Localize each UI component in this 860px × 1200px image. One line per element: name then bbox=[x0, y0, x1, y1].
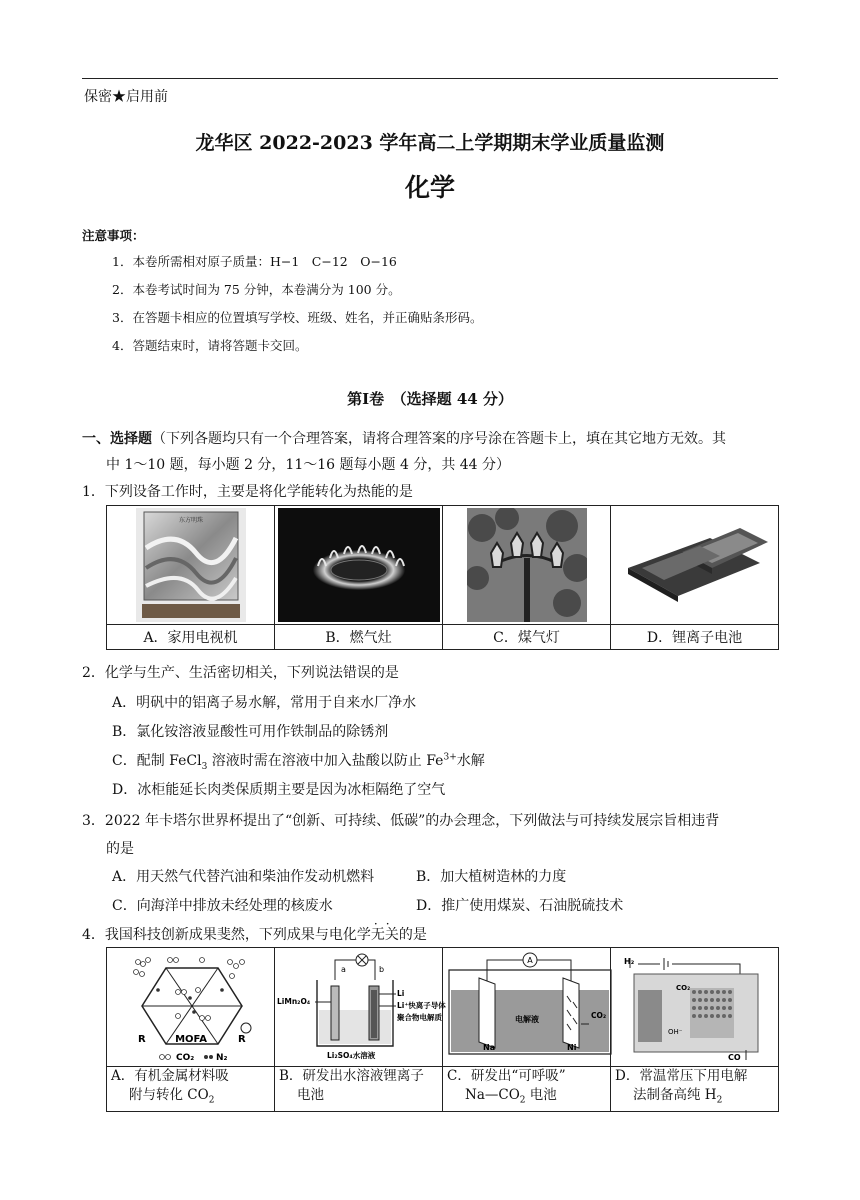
q4-stem bbox=[82, 917, 427, 944]
q4-figure-table bbox=[106, 947, 779, 1112]
q4-option-d-line1: D．常温常压下用电解 bbox=[615, 1068, 748, 1084]
q4-option-d-text: 法制备高纯 H bbox=[633, 1087, 717, 1103]
na-label: Na bbox=[483, 1043, 496, 1052]
q2-option-d: D．冰柜能延长肉类保质期主要是因为冰柜隔绝了空气 bbox=[112, 782, 446, 798]
part1-heading: 一、选择题 bbox=[82, 431, 152, 447]
q4-option-a-line1: A．有机金属材料吸 bbox=[111, 1068, 229, 1084]
part1-instructions bbox=[82, 426, 782, 478]
co2-label: CO₂ bbox=[591, 1011, 607, 1020]
battery-bottom-label: Li₂SO₄水溶液 bbox=[327, 1051, 376, 1060]
gas-stove-image bbox=[278, 508, 440, 622]
q4-figure-a bbox=[107, 948, 275, 1067]
q4-figure-b bbox=[275, 948, 446, 1067]
confidential-label: 保密★启用前 bbox=[84, 89, 168, 105]
section-heading: 第Ⅰ卷 （选择题 44 分） bbox=[347, 390, 513, 408]
q2-option-c-text: 水解 bbox=[456, 753, 485, 769]
electrolysis-h2-diagram bbox=[620, 950, 770, 1064]
emphasis-dots: ·· bbox=[373, 917, 398, 931]
q4-option-c-text: Na—CO bbox=[465, 1087, 520, 1103]
part1-line1: （下列各题均只有一个合理答案，请将合理答案的序号涂在答题卡上，填在其它地方无效。其 bbox=[152, 431, 726, 447]
television-image bbox=[136, 508, 246, 622]
battery-label-a: a bbox=[341, 965, 346, 974]
q4-option-c-line2 bbox=[447, 1086, 610, 1111]
note-item: 1．本卷所需相对原子质量：H−1 C−12 O−16 bbox=[112, 254, 397, 269]
q2-option-c-text: 溶液时需在溶液中加入盐酸以防止 Fe bbox=[207, 753, 444, 769]
co-label: CO bbox=[727, 1053, 741, 1062]
ammeter-label: A bbox=[527, 956, 533, 965]
gas-lamp-image bbox=[467, 508, 587, 622]
q4-option-c-text: 电池 bbox=[525, 1087, 557, 1103]
subject-title: 化学 bbox=[404, 173, 455, 202]
q4-option-c-sub: 2 bbox=[519, 1095, 526, 1106]
q4-option-a-line2 bbox=[111, 1086, 274, 1111]
q1-option-d: D．锂离子电池 bbox=[611, 625, 779, 650]
q3-option-c: C．向海洋中排放未经处理的核废水 bbox=[112, 898, 333, 914]
mofa-legend-n2: N₂ bbox=[215, 1053, 227, 1063]
mofa-r-right: R bbox=[237, 1034, 246, 1045]
oh-label: OH⁻ bbox=[667, 1028, 682, 1036]
q3-option-d: D．推广使用煤炭、石油脱硫技术 bbox=[416, 898, 624, 914]
q3-option-b: B．加大植树造林的力度 bbox=[416, 869, 567, 885]
electrolyte-label: 电解液 bbox=[515, 1015, 539, 1024]
q3-stem bbox=[82, 807, 782, 863]
note-item: 4．答题结束时，请将答题卡交回。 bbox=[112, 338, 308, 353]
q4-stem-text: 4．我国科技创新成果斐然，下列成果与电化学 bbox=[82, 927, 371, 943]
q3-stem-line1: 3．2022 年卡塔尔世界杯提出了“创新、可持续、低碳”的办会理念，下列做法与可持续发展宗旨相违背 bbox=[82, 813, 720, 829]
q1-image-tv bbox=[107, 506, 275, 625]
q4-option-d-line2 bbox=[615, 1086, 778, 1111]
battery-li-label: Li bbox=[397, 989, 405, 998]
q1-option-b: B．燃气灶 bbox=[275, 625, 443, 650]
q2-option-b: B．氯化铵溶液显酸性可用作铁制品的除锈剂 bbox=[112, 724, 389, 740]
notes-heading: 注意事项： bbox=[82, 228, 145, 243]
q4-option-b-line1: B．研发出水溶液锂离子 bbox=[279, 1068, 424, 1084]
q4-stem-emph-text: 无关 bbox=[370, 927, 399, 943]
header-rule bbox=[82, 78, 778, 79]
q1-stem: 1．下列设备工作时，主要是将化学能转化为热能的是 bbox=[82, 484, 413, 500]
q4-option-d-sub: 2 bbox=[716, 1095, 723, 1106]
q4-stem-emphasis bbox=[370, 917, 399, 943]
q1-option-c: C．煤气灯 bbox=[443, 625, 611, 650]
note-item: 2．本卷考试时间为 75 分钟，本卷满分为 100 分。 bbox=[112, 282, 401, 297]
q4-figure-c bbox=[443, 948, 611, 1067]
part1-line2: 中 1～10 题，每小题 2 分，11～16 题每小题 4 分，共 44 分） bbox=[106, 457, 511, 473]
exam-title: 龙华区 2022-2023 学年高二上学期期末学业质量监测 bbox=[195, 132, 665, 154]
tv-logo-text: 东方明珠 bbox=[178, 517, 203, 524]
battery-right-label2: 聚合物电解质 bbox=[397, 1013, 442, 1022]
q1-image-lamp bbox=[443, 506, 611, 625]
lithium-battery-image bbox=[620, 508, 770, 622]
battery-left-label: LiMn₂O₄ bbox=[277, 997, 311, 1006]
q1-figure-table bbox=[106, 505, 779, 650]
d-co2-label: CO₂ bbox=[675, 984, 690, 992]
q1-image-stove bbox=[275, 506, 443, 625]
q1-option-a: A．家用电视机 bbox=[107, 625, 275, 650]
q4-option-a-text: 附与转化 CO bbox=[129, 1087, 209, 1103]
mofa-r-left: R bbox=[137, 1034, 146, 1045]
q4-option-c bbox=[443, 1067, 611, 1112]
q2-option-a: A．明矾中的铝离子易水解，常用于自来水厂净水 bbox=[112, 695, 417, 711]
note-item: 3．在答题卡相应的位置填写学校、班级、姓名，并正确贴条形码。 bbox=[112, 310, 483, 325]
q4-option-b bbox=[275, 1067, 443, 1112]
q4-figure-d bbox=[611, 948, 779, 1067]
q2-option-c-sup: 3+ bbox=[443, 752, 457, 763]
q3-stem-line2: 的是 bbox=[106, 841, 134, 857]
q1-image-battery bbox=[611, 506, 779, 625]
mofa-label: MOFA bbox=[174, 1034, 207, 1045]
na-co2-battery-diagram bbox=[443, 950, 617, 1064]
q4-option-b-line2: 电池 bbox=[297, 1087, 324, 1103]
h2-label: H₂ bbox=[623, 957, 634, 966]
q4-stem-text: 的是 bbox=[398, 927, 427, 943]
aqueous-li-battery-diagram bbox=[275, 950, 449, 1064]
q4-option-d bbox=[611, 1067, 779, 1112]
q2-stem: 2．化学与生产、生活密切相关，下列说法错误的是 bbox=[82, 665, 399, 681]
ni-label: Ni bbox=[567, 1043, 577, 1052]
battery-right-label1: Li⁺快离子导体 bbox=[397, 1001, 446, 1010]
mofa-diagram bbox=[118, 950, 264, 1064]
mofa-legend-co2: CO₂ bbox=[175, 1053, 194, 1063]
q4-option-a bbox=[107, 1067, 275, 1112]
q2-option-c-sub: 3 bbox=[201, 761, 208, 772]
q4-option-c-line1: C．研发出“可呼吸” bbox=[447, 1068, 566, 1084]
q3-option-a: A．用天然气代替汽油和柴油作发动机燃料 bbox=[112, 869, 375, 885]
q2-option-c bbox=[112, 750, 485, 772]
q2-option-c-text: C．配制 FeCl bbox=[112, 753, 202, 769]
battery-label-b: b bbox=[379, 965, 385, 974]
q4-option-a-sub: 2 bbox=[208, 1095, 215, 1106]
